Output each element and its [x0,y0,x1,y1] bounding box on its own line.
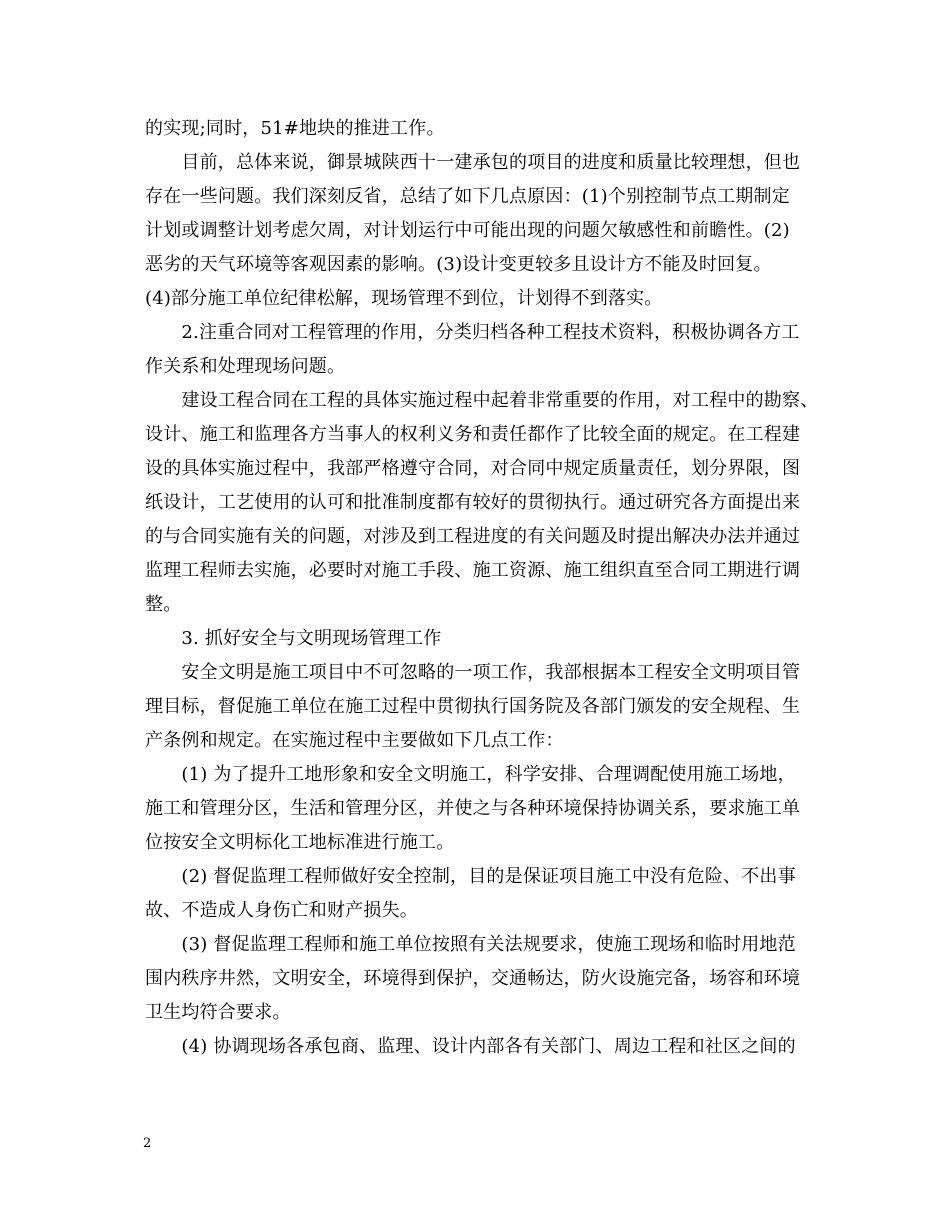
text-line: 目前，总体来说，御景城陕西十一建承包的项目的进度和质量比较理想，但也 [145,152,801,173]
text-line: 整。 [145,594,182,615]
text-line: 作关系和处理现场问题。 [145,356,346,377]
text-line: 纸设计，工艺使用的认可和批准制度都有较好的贯彻执行。通过研究各方面提出来 [145,492,801,513]
text-line: 卫生均符合要求。 [145,1002,291,1023]
text-line: (4)部分施工单位纪律松解，现场管理不到位，计划得不到落实。 [145,288,663,309]
text-line: 2.注重合同对工程管理的作用，分类归档各种工程技术资料，积极协调各方工 [145,322,800,343]
text-line: 故、不造成人身伤亡和财产损失。 [145,900,418,921]
text-line: 产条例和规定。在实施过程中主要做如下几点工作： [145,730,564,751]
text-line: 理目标，督促施工单位在施工过程中贯彻执行国务院及各部门颁发的安全规程、生 [145,696,801,717]
text-line: 建设工程合同在工程的具体实施过程中起着非常重要的作用，对工程中的勘察、 [145,390,819,411]
text-line: (4) 协调现场各承包商、监理、设计内部各有关部门、周边工程和社区之间的 [145,1036,796,1057]
text-line: (2) 督促监理工程师做好安全控制，目的是保证项目施工中没有危险、不出事 [145,866,796,887]
text-line: 监理工程师去实施，必要时对施工手段、施工资源、施工组织直至合同工期进行调 [145,560,801,581]
text-line: 围内秩序井然，文明安全，环境得到保护，交通畅达，防火设施完备，场容和环境 [145,968,801,989]
text-line: (3) 督促监理工程师和施工单位按照有关法规要求，使施工现场和临时用地范 [145,934,796,955]
text-line: 的实现;同时，51#地块的推进工作。 [145,118,445,139]
text-line: (1) 为了提升工地形象和安全文明施工，科学安排、合理调配使用施工场地， [145,764,796,785]
text-line: 的与合同实施有关的问题，对涉及到工程进度的有关问题及时提出解决办法并通过 [145,526,801,547]
text-line: 安全文明是施工项目中不可忽略的一项工作，我部根据本工程安全文明项目管 [145,662,801,683]
text-line: 恶劣的天气环境等客观因素的影响。(3)设计变更较多且设计方不能及时回复。 [145,254,772,275]
text-line: 位按安全文明标化工地标准进行施工。 [145,832,455,853]
text-line: 设计、施工和监理各方当事人的权利义务和责任都作了比较全面的规定。在工程建 [145,424,801,445]
text-line: 存在一些问题。我们深刻反省，总结了如下几点原因：(1)个别控制节点工期制定 [145,186,790,207]
section-heading: 3. 抓好安全与文明现场管理工作 [145,628,442,649]
text-line: 设的具体实施过程中，我部严格遵守合同，对合同中规定质量责任，划分界限，图 [145,458,801,479]
text-line: 施工和管理分区，生活和管理分区，并使之与各种环境保持协调关系，要求施工单 [145,798,801,819]
page-number: 2 [143,1136,152,1151]
text-line: 计划或调整计划考虑欠周，对计划运行中可能出现的问题欠敏感性和前瞻性。(2) [145,220,790,241]
